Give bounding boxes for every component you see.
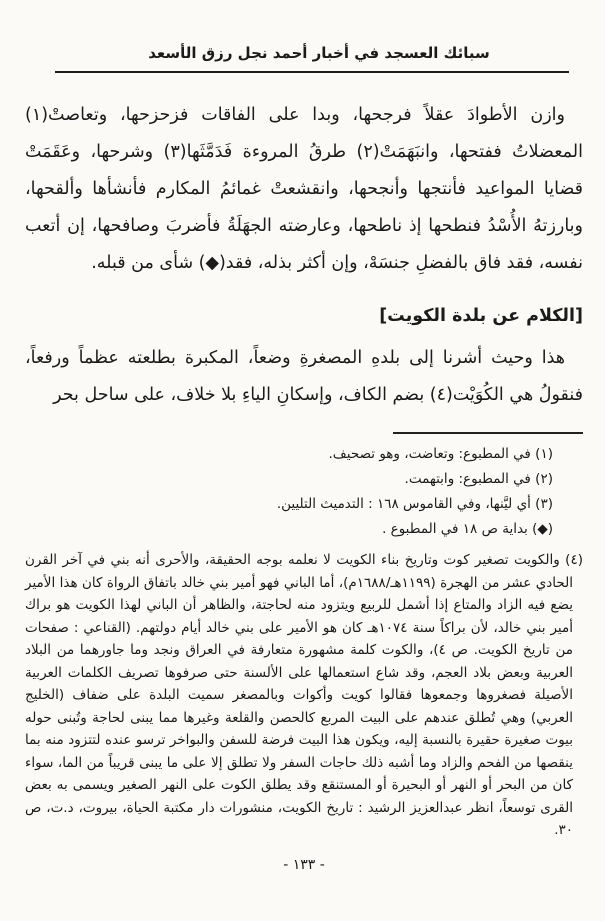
footnote-item-2: (٢) في المطبوع: وابتهمت.: [404, 471, 553, 487]
main-text: [25, 97, 583, 414]
footnote-item-1: (١) في المطبوع: وتعاضت، وهو تصحيف.: [328, 446, 553, 462]
footnote-item-4: (٤) والكويت تصغير كوت وتاريخ بناء الكويت لا نعلمه بوجه الحقيقة، والأحرى أنه بني في آخر القرن الحادي عشر من الهجرة (١١٩٩هـ/١٦٨٨م)، أما الباني فهو أمير بني خالد باتفاق الرواة كان هذا الأمير يضع فيه الزاد والمتاع إذا أشمل للربيع ويتزود منه لحاجتة، والظاهر أن الباني لهذا الكويت هو براك أمير بني خالد، لأن براكاً سنة ١٠٧٤هـ كان هو الأمير على بني خالد أيام دولتهم. (القناعي : صفحات من تاريخ الكويت. ص ٤)، والكوت كلمة مشهورة متعارفة في العراق ونجد وما جاورهما من البلاد العربية وبعض بلاد العجم، وقد شاع استعمالها على الألسنة حتى صرفوها تصريف الكلمات العربية الأصيلة فصغروها وجمعوها فقالوا كويت وأكوات وبالمصغر سميت البلدة على ضفاف (الخليج العربي) وهي تُطلق عندهم على البيت المربع كالحصن والقلعة وغيرها مما يبنى لحاجة وتُبنى حوله بيوت صغيرة حقيرة بالنسبة إليه، ويكون هذا البيت فرضة للسفن والبواخر ترسو عنده لتتزود منه بما ينقصها من الفحم والزاد وما أشبه ذلك حاجات السفر ولا تطلق إلا على ما يبنى قريباً من الما، سواء كان من البحر أو النهر أو البحيرة أو المستنقع وقد يطلق الكوت على النهر الصغير ويسمى به بعض القرى توسعاً، انظر عبدالعزيز الرشيد : تاريخ الكويت، منشورات دار مكتبة الحياة، بيروت، د.ت، ص ٣٠.: [25, 552, 583, 838]
footnote-item-3: (٣) أي ليَّنها، وفي القاموس ١٦٨ : التدميث التليين.: [276, 496, 553, 512]
section-heading-kuwait: [الكلام عن بلدة الكويت]: [379, 306, 583, 326]
footnote-item-diamond: (◆) بداية ص ١٨ في المطبوع .: [382, 521, 553, 537]
footnote-list: [25, 442, 553, 542]
page-header: [25, 0, 583, 73]
paragraph-2: هذا وحيث أشرنا إلى بلدهِ المصغرةِ وضعاً، المكبرة بطلعته عظماً ورفعاً، فنقولُ هي الكُوَيْت(٤) بضم الكاف، وإسكانِ الياءِ بلا خلاف، على ساحل بحر: [25, 348, 583, 405]
header-rule: [55, 71, 569, 73]
footnote-separator-rule: [393, 432, 583, 434]
page-number: - ١٣٣ -: [283, 856, 325, 873]
paragraph-1: وازن الأطوادَ عقلاً فرجحها، وبدا على الفاقات فزحزحها، وتعاصتْ(١) المعضلاتُ ففتحها، وانبَهَمَتْ(٢) طرقُ المروءة فَدَمَّثَها(٣) وشرحها، وعَقَمَتْ قضايا المواعيد فأنتجها وأنجحها، وانقشعتْ غمائمُ المكارم فأنشأها وألقحها، وبارزتهُ الأُسْدُ فنطحها إذ ناطحها، وعارضته الجهَلَةُ فأضربَ وصافحها، إن أتعب نفسه، فقد فاق بالفضلِ جنسَهْ، وإن أكثر بذله، فقد(◆) شأى من قبله.: [25, 105, 583, 273]
book-title: سبائك العسجد في أخبار أحمد نجل رزق الأسعد: [148, 44, 490, 62]
footnotes-section: [25, 432, 583, 873]
